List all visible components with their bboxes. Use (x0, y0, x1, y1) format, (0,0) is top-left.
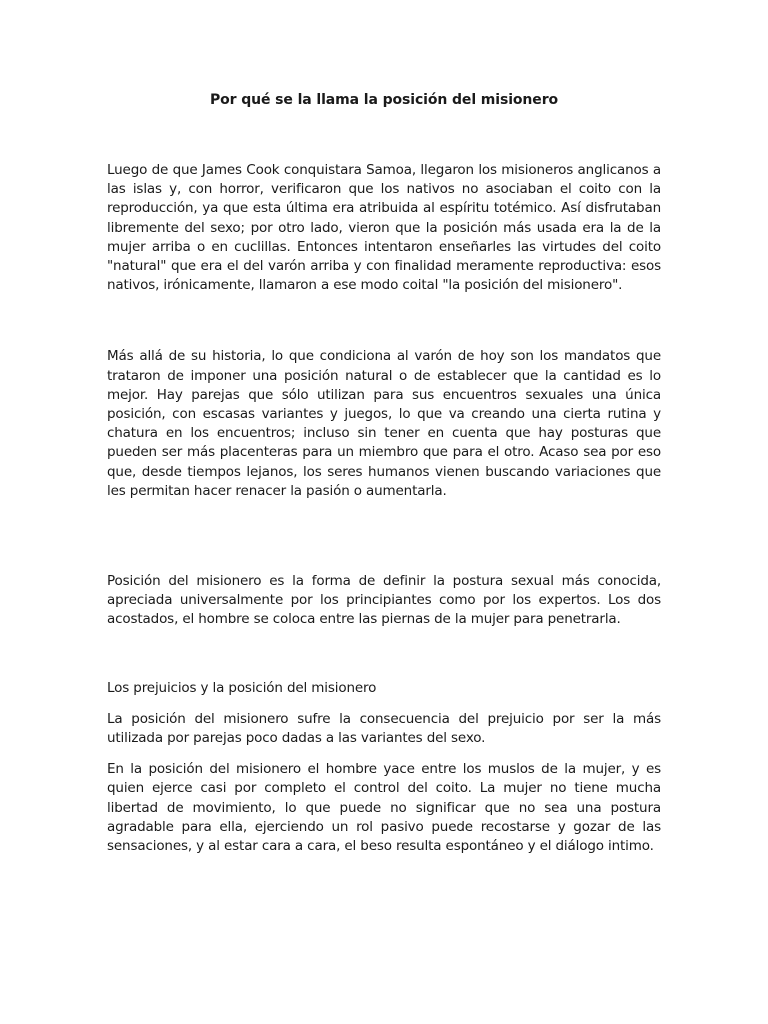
paragraph-description: En la posición del misionero el hombre yace entre los muslos de la mujer, y es quien ejerce casi por completo el control del coito. La mujer no tiene mucha libertad de movimiento, lo que puede no significar que no sea una postura agradable para ella, ejerciendo un rol pasivo puede recostarse y gozar de las sensaciones, y al estar cara a cara, el beso resulta espontáneo y el diálogo intimo. (107, 761, 661, 855)
document-title: Por qué se la llama la posición del misionero (209, 92, 559, 108)
document-body (107, 90, 661, 856)
section-heading-prejudices: Los prejuicios y la posición del misionero (107, 679, 377, 696)
paragraph-prejudice: La posición del misionero sufre la consecuencia del prejuicio por ser la más utilizada por parejas poco dadas a las variantes del sexo. (107, 710, 661, 747)
paragraph-definition: Posición del misionero es la forma de definir la postura sexual más conocida, apreciada universalmente por los principiantes como por los expertos. Los dos acostados, el hombre se coloca entre las piernas de la mujer para penetrarla. (107, 573, 661, 628)
paragraph-mandates: Más allá de su historia, lo que condiciona al varón de hoy son los mandatos que trataron de imponer una posición natural o de establecer que la cantidad es lo mejor. Hay parejas que sólo utilizan para sus encuentros sexuales una única posición, con escasas variantes y juegos, lo que va creando una cierta rutina y chatura en los encuentros; incluso sin tener en cuenta que hay posturas que pueden ser más placenteras para un miembro que para el otro. Acaso sea por eso que, desde tiempos lejanos, los seres humanos vienen buscando variaciones que les permitan hacer renacer la pasión o aumentarla. (107, 348, 661, 499)
paragraph-history: Luego de que James Cook conquistara Samoa, llegaron los misioneros anglicanos a las islas y, con horror, verificaron que los nativos no asociaban el coito con la reproducción, ya que esta última era atribuida al espíritu totémico. Así disfrutaban libremente del sexo; por otro lado, vieron que la posición más usada era la de la mujer arriba o en cuclillas. Entonces intentaron enseñarles las virtudes del coito "natural" que era el del varón arriba y con finalidad meramente reproductiva: esos nativos, irónicamente, llamaron a ese modo coital "la posición del misionero". (107, 162, 661, 294)
